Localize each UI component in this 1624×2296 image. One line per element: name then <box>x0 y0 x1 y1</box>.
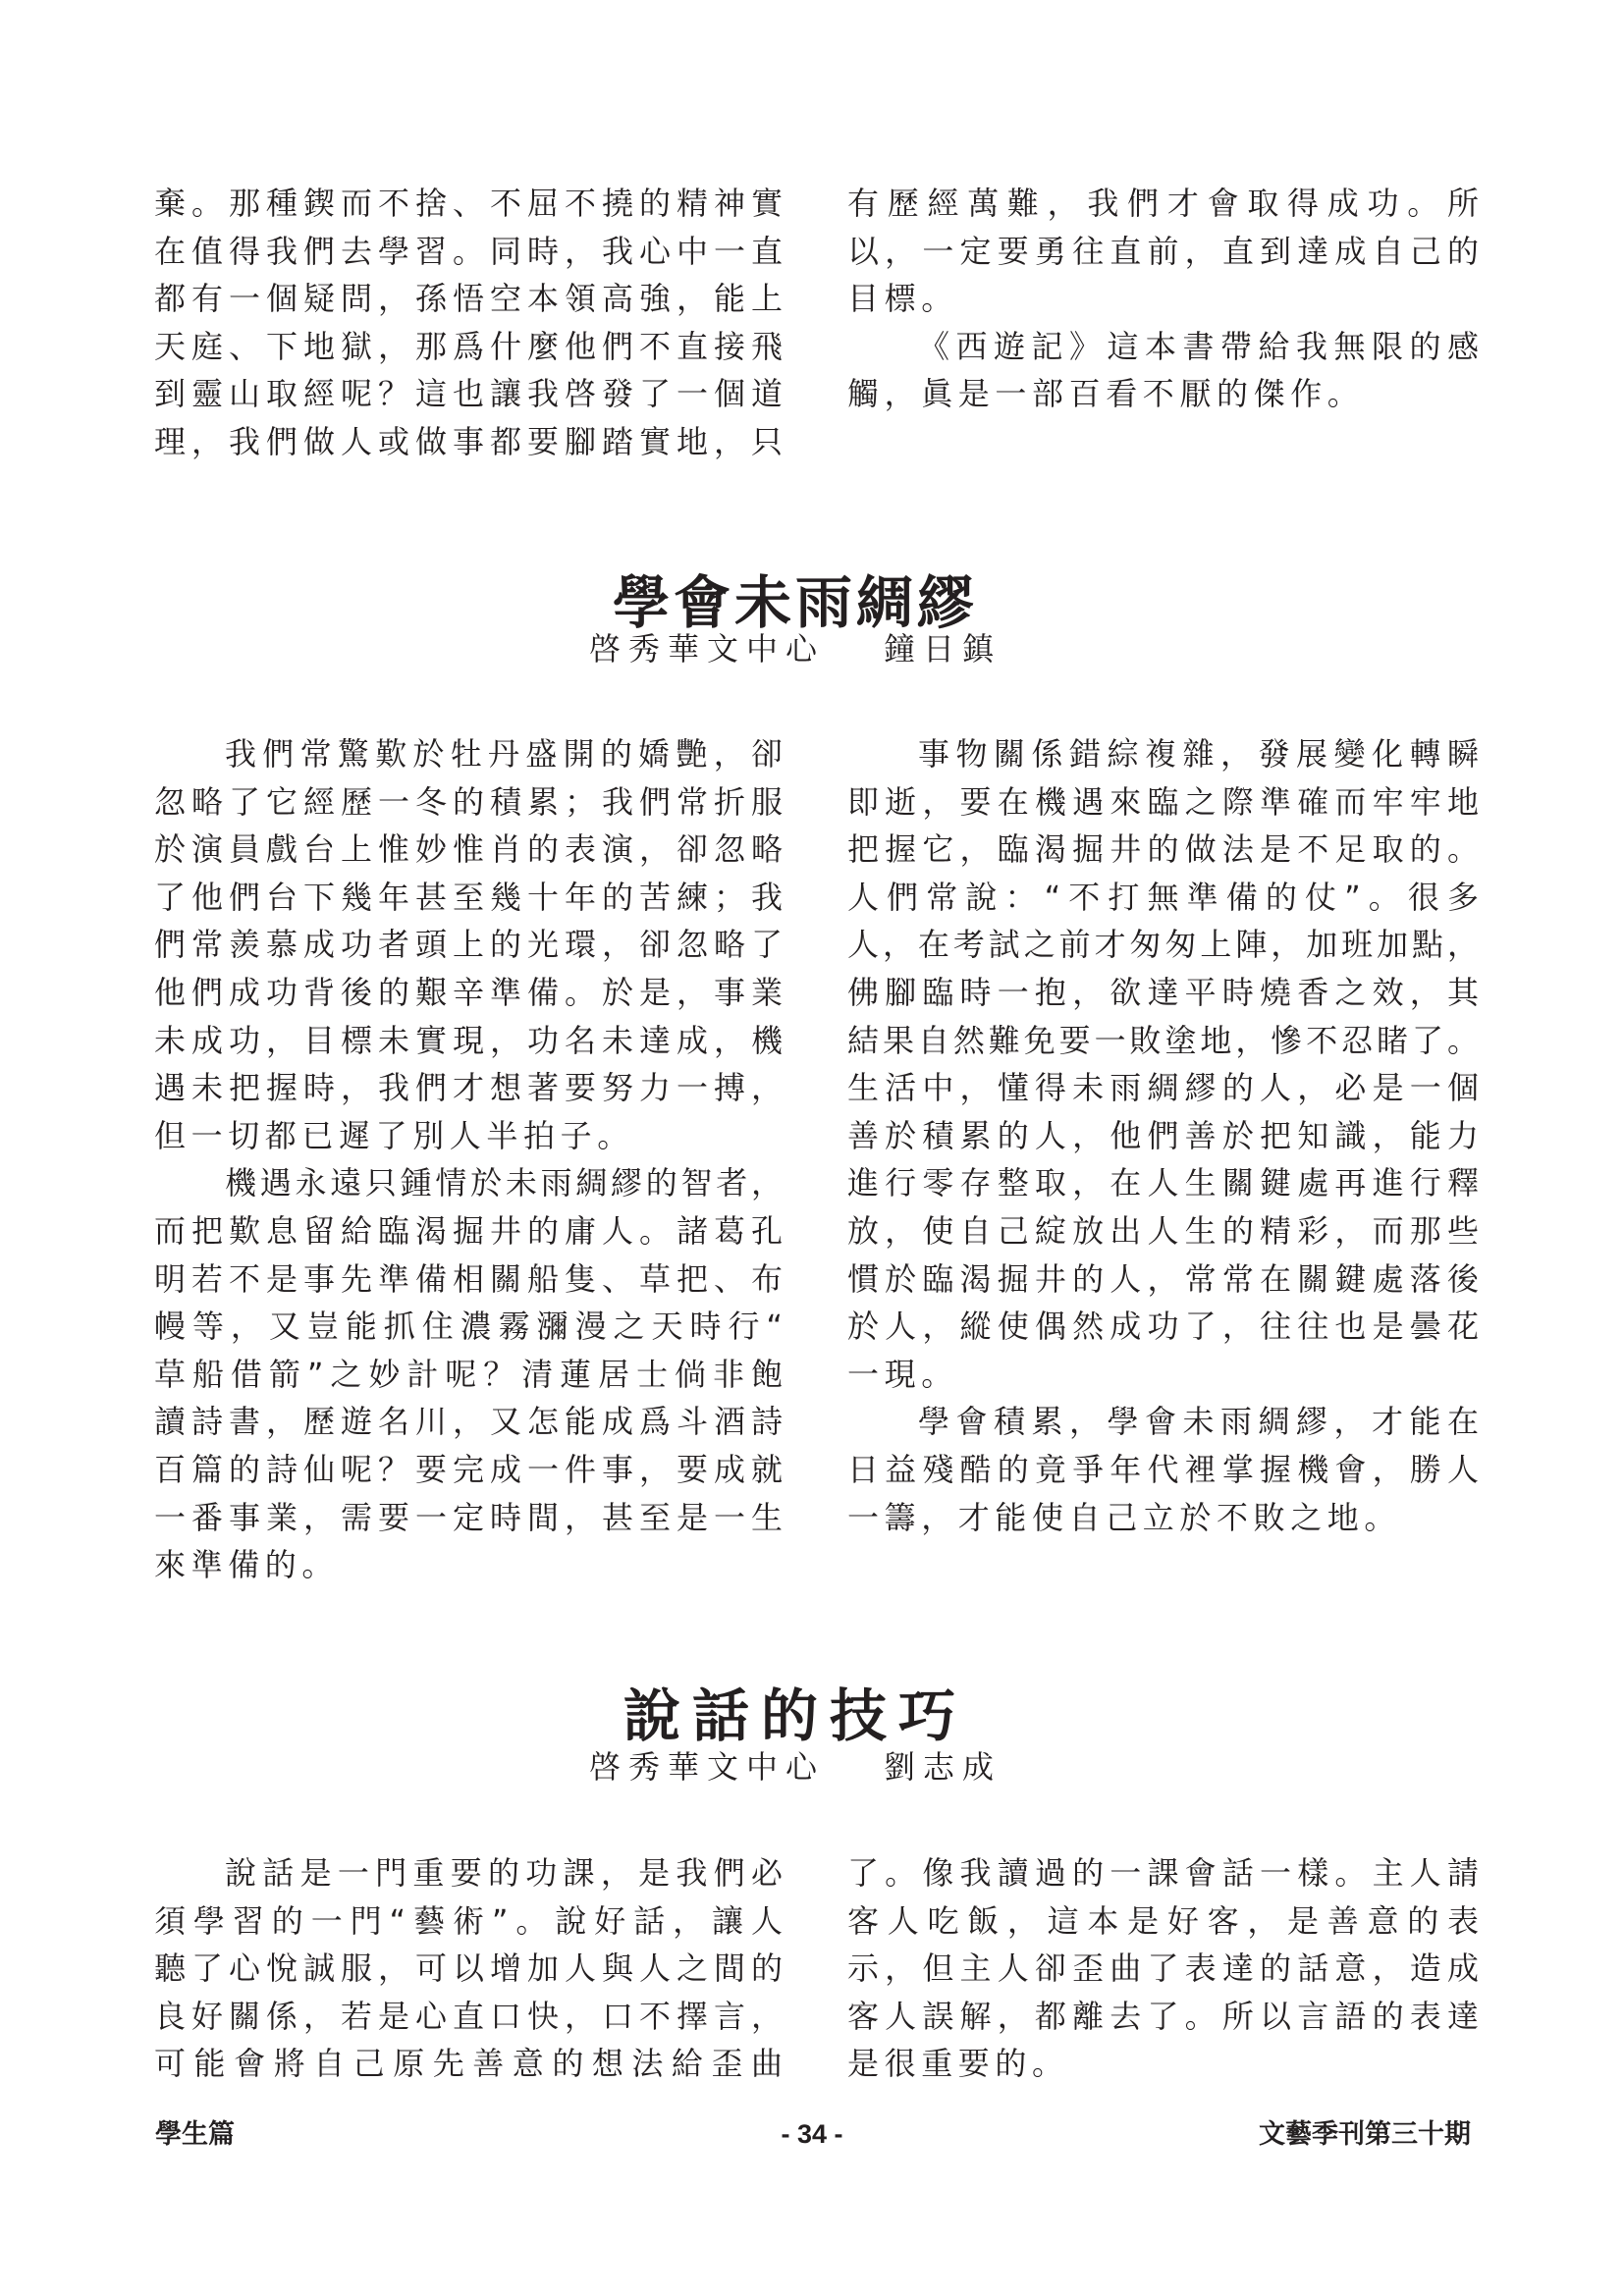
text-line: 但一切都已遲了別人半拍子。 <box>154 1116 634 1154</box>
text-line: 客人吃飯，這本是好客，是善意的表 <box>847 1901 1479 1940</box>
text-line: 明若不是事先準備相關船隻、草把、布 <box>154 1259 783 1298</box>
text-line: 百篇的詩仙呢？要完成一件事，要成就 <box>154 1450 783 1488</box>
text-line: 結果自然難免要一敗塗地，慘不忍睹了。 <box>847 1021 1479 1059</box>
text-line: 可能會將自己原先善意的想法給歪曲 <box>154 2045 783 2083</box>
paragraph <box>847 323 1479 418</box>
paragraph <box>154 730 783 1159</box>
text-line: 有歷經萬難，我們才會取得成功。所 <box>847 185 1479 222</box>
text-line: 忽略了它經歷一冬的積累；我們常折服 <box>154 782 783 821</box>
text-line: 幔等，又豈能抓住濃霧瀰漫之天時行“ <box>154 1308 783 1346</box>
text-line: 遇未把握時，我們才想著要努力一搏， <box>154 1069 783 1107</box>
text-line: 他們成功背後的艱辛準備。於是，事業 <box>154 973 783 1011</box>
article-title: 說話的技巧 <box>623 1682 967 1749</box>
text-line: 而把歎息留給臨渴掘井的庸人。諸葛孔 <box>154 1211 783 1250</box>
paragraph <box>847 180 1479 323</box>
text-line: 慣於臨渴掘井的人，常常在關鍵處落後 <box>847 1259 1479 1298</box>
article-left-column <box>154 1849 783 2088</box>
text-line: 機遇永遠只鍾情於未雨綢繆的智者， <box>225 1164 783 1202</box>
text-line: 把握它，臨渴掘井的做法是不足取的。 <box>847 830 1479 869</box>
text-line: 須學習的一門“藝術”。說好話，讓人 <box>154 1901 783 1940</box>
text-line: 客人誤解，都離去了。所以言語的表達 <box>847 1997 1479 2035</box>
text-line: 我們常驚歎於牡丹盛開的嬌艷，卻 <box>225 735 783 773</box>
text-line: 了他們台下幾年甚至幾十年的苦練；我 <box>154 878 783 916</box>
text-line: 來準備的。 <box>154 1546 340 1584</box>
paragraph <box>847 1849 1479 2088</box>
text-line: 未成功，目標未實現，功名未達成，機 <box>154 1021 783 1059</box>
text-line: 於人，縱使偶然成功了，往往也是曇花 <box>847 1308 1479 1346</box>
text-line: 《西遊記》這本書帶給我無限的感 <box>918 327 1479 365</box>
text-line: 人們常說：“不打無準備的仗”。很多 <box>847 878 1479 916</box>
article-byline <box>304 1747 1286 1787</box>
paragraph <box>847 1398 1479 1541</box>
text-line: 放，使自己綻放出人生的精彩，而那些 <box>847 1211 1479 1250</box>
text-line: 日益殘酷的竟爭年代裡掌握機會，勝人 <box>847 1450 1479 1488</box>
article-right-column <box>847 1849 1479 2088</box>
page-number: - 34 - <box>781 2119 843 2149</box>
text-line: 在值得我們去學習。同時，我心中一直 <box>154 232 783 270</box>
text-line: 天庭、下地獄，那爲什麼他們不直接飛 <box>154 327 783 365</box>
text-line: 學會積累，學會未雨綢繆，才能在 <box>918 1403 1479 1441</box>
text-line: 觸，眞是一部百看不厭的傑作。 <box>847 375 1365 413</box>
byline-organization: 啓秀華文中心 <box>588 630 825 667</box>
text-line: 生活中，懂得未雨綢繆的人，必是一個 <box>847 1069 1479 1107</box>
text-line: 棄。那種鍥而不捨、不屈不撓的精神實 <box>154 185 783 222</box>
text-line: 都有一個疑問，孫悟空本領高強，能上 <box>154 280 783 318</box>
byline-author: 鐘日鎮 <box>884 630 1002 667</box>
text-line: 們常羨慕成功者頭上的光環，卻忽略了 <box>154 926 783 964</box>
text-line: 一現。 <box>847 1355 958 1393</box>
continuation-right-column <box>847 180 1479 418</box>
paragraph <box>154 1159 783 1588</box>
text-line: 良好關係，若是心直口快，口不擇言， <box>154 1997 783 2035</box>
text-line: 示，但主人卻歪曲了表達的話意，造成 <box>847 1949 1479 1988</box>
text-line: 讀詩書，歷遊名川，又怎能成爲斗酒詩 <box>154 1403 783 1441</box>
text-line: 佛腳臨時一抱，欲達平時燒香之效，其 <box>847 973 1479 1011</box>
text-line: 善於積累的人，他們善於把知識，能力 <box>847 1116 1479 1154</box>
text-line: 說話是一門重要的功課，是我們必 <box>225 1854 783 1892</box>
text-line: 聽了心悅誠服，可以增加人與人之間的 <box>154 1949 783 1988</box>
text-line: 人，在考試之前才匆匆上陣，加班加點， <box>847 926 1479 964</box>
text-line: 到靈山取經呢？這也讓我啓發了一個道 <box>154 375 783 413</box>
article-right-column <box>847 730 1479 1541</box>
byline-author: 劉志成 <box>884 1748 1002 1786</box>
text-line: 了。像我讀過的一課會話一樣。主人請 <box>847 1854 1479 1892</box>
text-line: 目標。 <box>847 280 958 318</box>
text-line: 理，我們做人或做事都要腳踏實地，只 <box>154 422 783 460</box>
article-byline <box>304 629 1286 668</box>
text-line: 進行零存整取，在人生關鍵處再進行釋 <box>847 1164 1479 1202</box>
text-line: 即逝，要在機遇來臨之際準確而牢牢地 <box>847 782 1479 821</box>
text-line: 草船借箭”之妙計呢？清蓮居士倘非飽 <box>154 1355 783 1393</box>
continuation-left-column <box>154 180 783 466</box>
byline-organization: 啓秀華文中心 <box>588 1748 825 1786</box>
text-line: 是很重要的。 <box>847 2045 1069 2083</box>
text-line: 事物關係錯綜複雜，發展變化轉瞬 <box>918 735 1479 773</box>
text-line: 以，一定要勇往直前，直到達成自己的 <box>847 232 1479 270</box>
footer-publication: 文藝季刊第三十期 <box>1259 2119 1471 2149</box>
footer-section-label: 學生篇 <box>155 2119 235 2149</box>
text-line: 一番事業，需要一定時間，甚至是一生 <box>154 1498 783 1536</box>
text-line: 一籌，才能使自己立於不敗之地。 <box>847 1498 1402 1536</box>
article-title: 學會未雨綢繆 <box>612 568 978 636</box>
paragraph <box>154 1849 783 2088</box>
paragraph <box>154 180 783 466</box>
paragraph <box>847 730 1479 1398</box>
text-line: 於演員戲台上惟妙惟肖的表演，卻忽略 <box>154 830 783 869</box>
article-left-column <box>154 730 783 1589</box>
